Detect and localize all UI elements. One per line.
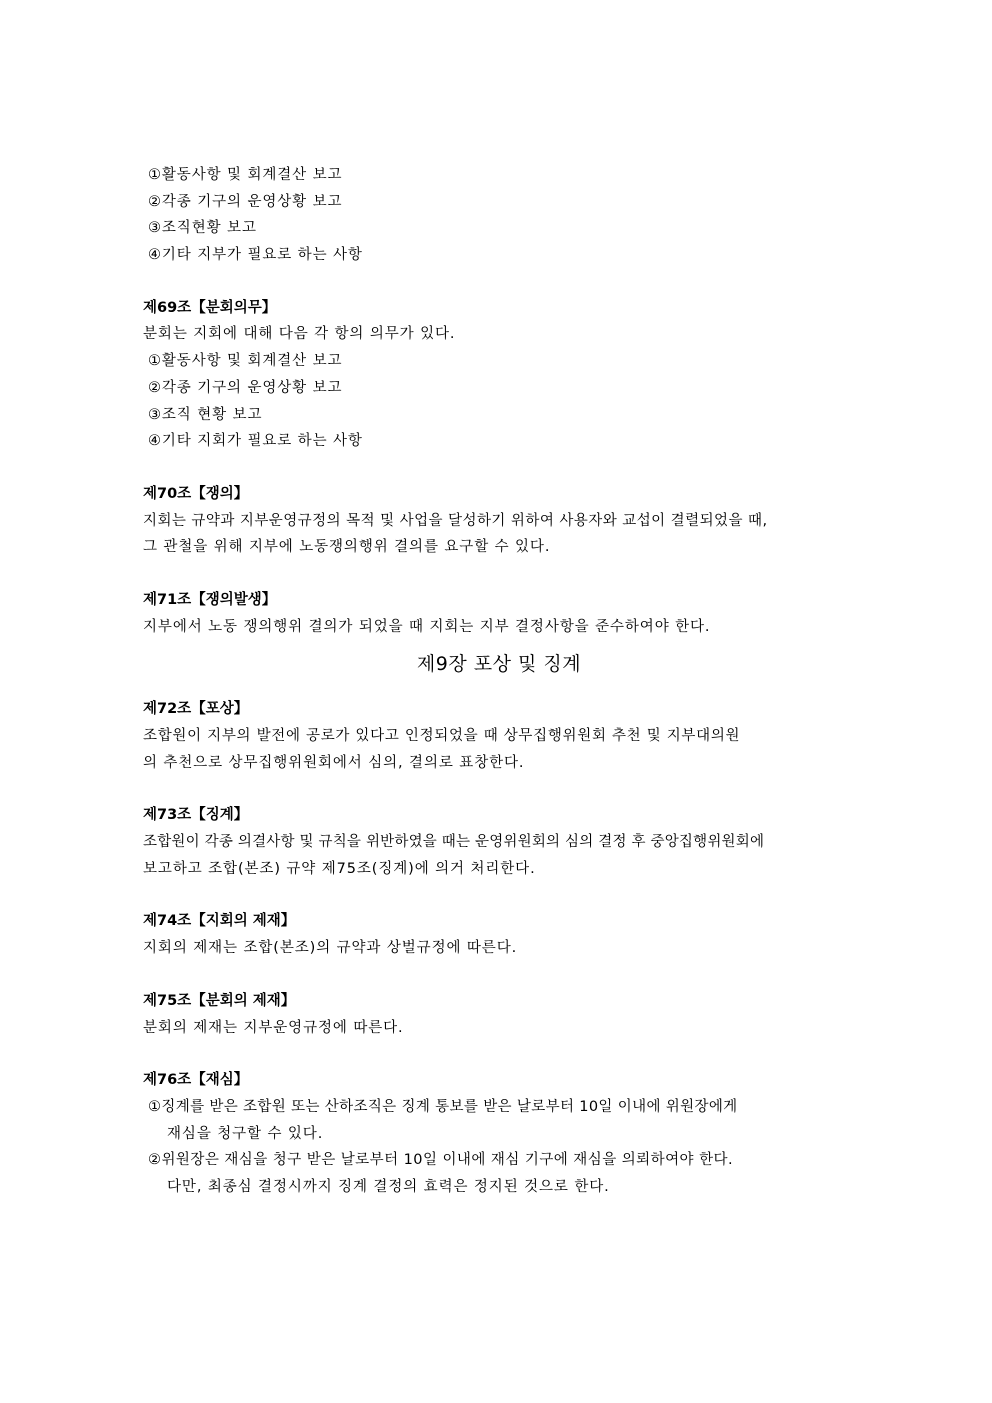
article-75 [143,988,855,1041]
article-text: 지회의 제재는 조합(본조)의 규약과 상벌규정에 따른다. [143,940,518,957]
document-body [143,162,855,1201]
list-item: ①활동사항 및 회계결산 보고 [148,353,343,370]
list-item: ②각종 기구의 운영상황 보고 [148,379,343,396]
article-text: 보고하고 조합(본조) 규약 제75조(징계)에 의거 처리한다. [143,860,536,877]
article-text: 그 관철을 위해 지부에 노동쟁의행위 결의를 요구할 수 있다. [143,539,551,556]
article-text: 의 추천으로 상무집행위원회에서 심의, 결의로 표창한다. [143,754,525,771]
list-item-continuation: 재심을 청구할 수 있다. [167,1125,324,1142]
article-text: 조합원이 각종 의결사항 및 규칙을 위반하였을 때는 운영위원회의 심의 결정 후 중앙집행위원회에 [143,834,765,851]
article-heading: 제73조【징계】 [143,807,249,824]
list-item-continuation: 다만, 최종심 결정시까지 징계 결정의 효력은 정지된 것으로 한다. [167,1178,610,1195]
article-text: 분회는 지회에 대해 다음 각 항의 의무가 있다. [143,326,456,343]
list-item: ②각종 기구의 운영상황 보고 [148,193,343,210]
article-heading: 제70조【쟁의】 [143,485,249,502]
list-item: ①활동사항 및 회계결산 보고 [148,167,343,183]
list-item: ③조직현황 보고 [148,220,257,237]
article-69 [143,295,855,455]
article-text: 지부에서 노동 쟁의행위 결의가 되었을 때 지회는 지부 결정사항을 준수하여야 한다. [143,618,711,635]
article-72 [143,696,855,776]
article-heading: 제72조【포상】 [143,701,249,718]
chapter-title: 제9장 포상 및 징계 [416,653,582,676]
article-76 [143,1067,855,1200]
article-heading: 제76조【재심】 [143,1072,249,1089]
article-71 [143,587,855,640]
article-70 [143,481,855,561]
article-heading: 제74조【지회의 제재】 [143,913,296,930]
article-text: 지회는 규약과 지부운영규정의 목적 및 사업을 달성하기 위하여 사용자와 교섭이 결렬되었을 때, [143,512,768,529]
article-text: 조합원이 지부의 발전에 공로가 있다고 인정되었을 때 상무집행위원회 추천 및 지부대의원 [143,728,741,744]
list-item: ④기타 지부가 필요로 하는 사항 [148,247,363,264]
list-item: ④기타 지회가 필요로 하는 사항 [148,433,363,450]
list-item: ③조직 현황 보고 [148,406,263,423]
article-heading: 제71조【쟁의발생】 [143,591,277,608]
article-73 [143,802,855,882]
article-text: 분회의 제재는 지부운영규정에 따른다. [143,1019,404,1036]
previous-article-items [143,162,855,269]
article-74 [143,908,855,961]
list-item: ①징계를 받은 조합원 또는 산하조직은 징계 통보를 받은 날로부터 10일 이내에 위원장에게 [148,1098,738,1115]
list-item: ②위원장은 재심을 청구 받은 날로부터 10일 이내에 재심 기구에 재심을 의뢰하여야 한다. [148,1152,734,1169]
article-heading: 제69조【분회의무】 [143,299,277,316]
article-heading: 제75조【분회의 제재】 [143,992,296,1009]
